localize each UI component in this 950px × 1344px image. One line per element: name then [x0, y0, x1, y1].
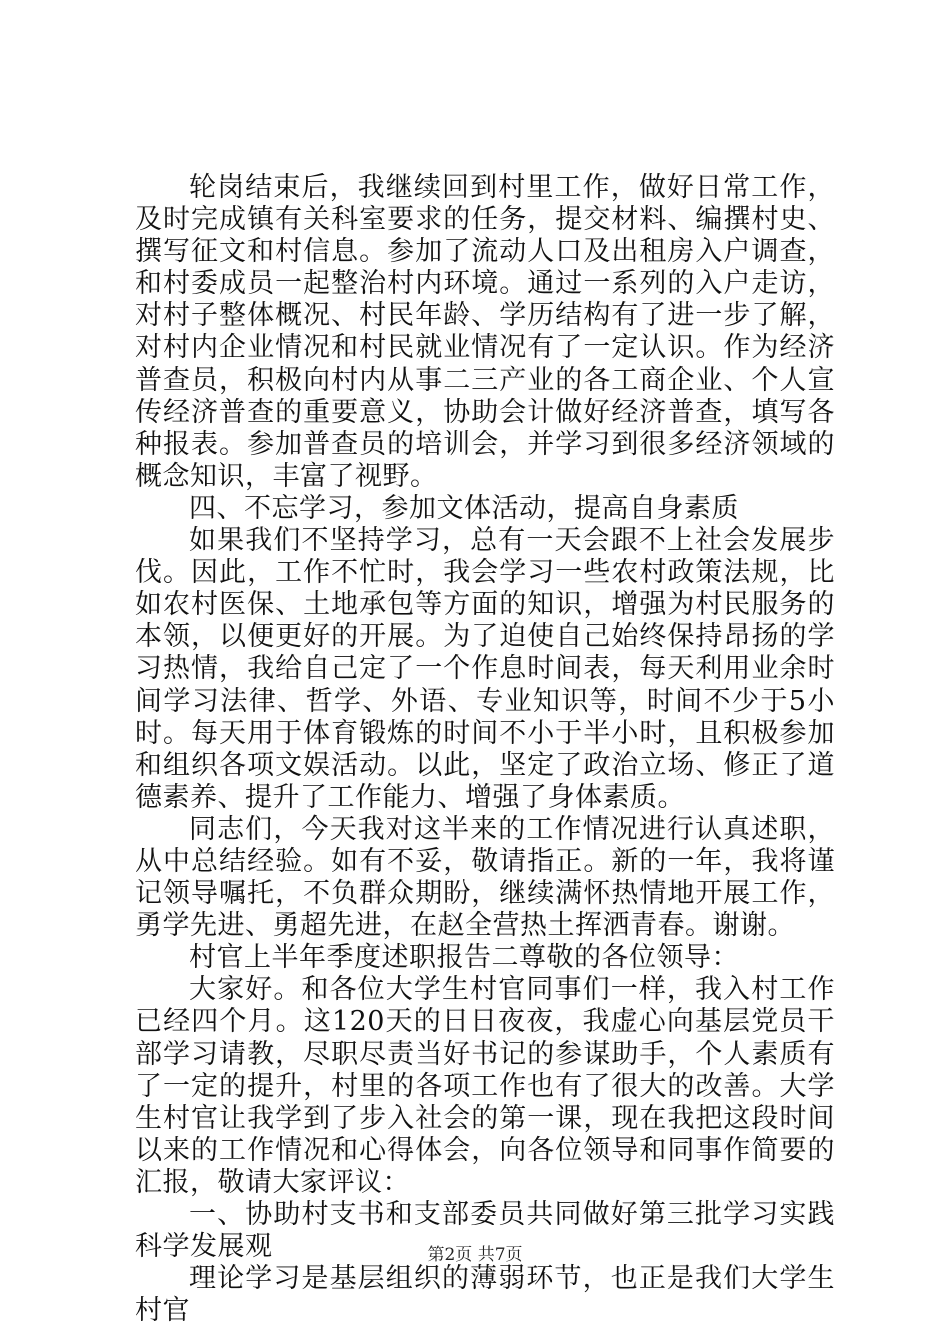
document-body [135, 172, 835, 1327]
paragraph-closing: 同志们，今天我对这半来的工作情况进行认真述职，从中总结经验。如有不妥，敬请指正。新的一年，我将谨记领导嘱托，不负群众期盼，继续满怀热情地开展工作，勇学先进、勇超先进，在赵全营热土挥洒青春。谢谢。 [135, 813, 835, 942]
section-heading-learning: 四、不忘学习，参加文体活动，提高自身素质 [189, 492, 739, 524]
paragraph-rotation-work: 轮岗结束后，我继续回到村里工作，做好日常工作，及时完成镇有关科室要求的任务，提交材料、编撰村史、撰写征文和村信息。参加了流动人口及出租房入户调查，和村委成员一起整治村内环境。通过一系列的入户走访，对村子整体概况、村民年龄、学历结构有了进一步了解，对村内企业情况和村民就业情况有了一定认识。作为经济普查员，积极向村内从事二三产业的各工商企业、个人宣传经济普查的重要意义，协助会计做好经济普查，填写各种报表。参加普查员的培训会，并学习到很多经济领域的概念知识，丰富了视野。 [135, 172, 835, 492]
section-heading-assist: 一、协助村支书和支部委员共同做好第三批学习实践科学发展观 [135, 1199, 835, 1263]
page-footer: 第2页 共7页 [427, 1245, 523, 1265]
report-two-heading: 村官上半年季度述职报告二尊敬的各位领导： [189, 942, 739, 974]
paragraph-theory: 理论学习是基层组织的薄弱环节，也正是我们大学生村官 [135, 1263, 835, 1327]
paragraph-learning: 如果我们不坚持学习，总有一天会跟不上社会发展步伐。因此，工作不忙时，我会学习一些农村政策法规，比如农村医保、土地承包等方面的知识，增强为村民服务的本领，以便更好的开展。为了迫使自己始终保持昂扬的学习热情，我给自己定了一个作息时间表，每天利用业余时间学习法律、哲学、外语、专业知识等，时间不少于5小时。每天用于体育锻炼的时间不小于半小时，且积极参加和组织各项文娱活动。以此，坚定了政治立场、修正了道德素养、提升了工作能力、增强了身体素质。 [135, 525, 835, 813]
paragraph-greeting: 大家好。和各位大学生村官同事们一样，我入村工作已经四个月。这120天的日日夜夜，我虚心向基层党员干部学习请教，尽职尽责当好书记的参谋助手，个人素质有了一定的提升，村里的各项工作也有了很大的改善。大学生村官让我学到了步入社会的第一课，现在我把这段时间以来的工作情况和心得体会，向各位领导和同事作简要的汇报，敬请大家评议： [135, 974, 835, 1198]
